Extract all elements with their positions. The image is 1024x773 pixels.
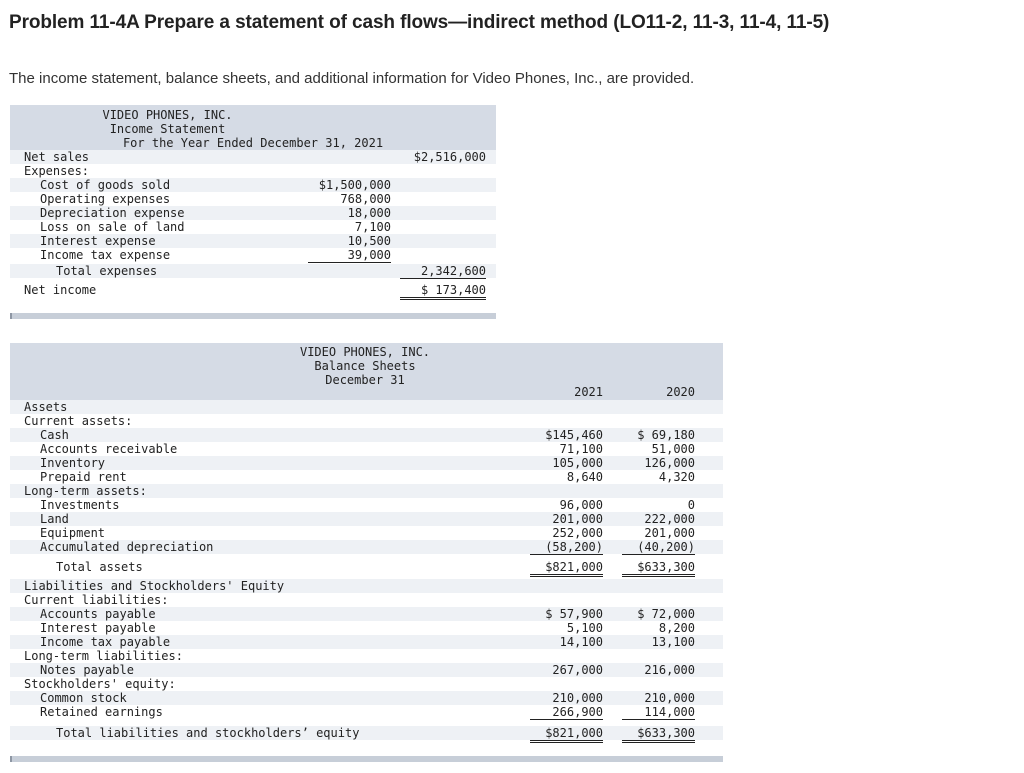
row-label: Accounts receivable [40, 442, 178, 456]
value-2021: 266,900 [530, 705, 603, 720]
value-2021: $ 57,900 [545, 607, 603, 621]
value-2020: $633,300 [622, 560, 695, 577]
value-2020: 126,000 [644, 456, 695, 470]
row-label: Total assets [56, 560, 143, 574]
net-sales-row [10, 150, 496, 164]
value-2020: (40,200) [622, 540, 695, 555]
statement-title: Income Statement [109, 122, 226, 136]
row-label: Interest payable [40, 621, 156, 635]
total-expenses-row [10, 264, 496, 278]
row-label: Liabilities and Stockholders' Equity [24, 579, 285, 593]
value-2021: 5,100 [566, 621, 603, 635]
row-label: Accumulated depreciation [40, 540, 214, 554]
row-label: Investments [40, 498, 120, 512]
row-label: Total liabilities and stockholders’ equity [56, 726, 360, 740]
statement-period: For the Year Ended December 31, 2021 [122, 136, 384, 150]
net-income-row [10, 283, 496, 297]
total-amount: $2,516,000 [413, 150, 486, 164]
row-label: Common stock [40, 691, 127, 705]
balance-row [10, 649, 723, 663]
intro-text: The income statement, balance sheets, and additional information for Video Phones, Inc., are provided. [9, 70, 695, 87]
value-2021: (58,200) [530, 540, 603, 555]
value-2020: 13,100 [651, 635, 695, 649]
balance-row [10, 691, 723, 705]
balance-row [10, 635, 723, 649]
balance-row [10, 414, 723, 428]
value-2021: 210,000 [552, 691, 603, 705]
row-label: Total expenses [56, 264, 158, 278]
row-label: Assets [24, 400, 68, 414]
balance-row [10, 726, 723, 740]
row-label: Expenses: [24, 164, 90, 178]
row-label: Prepaid rent [40, 470, 127, 484]
total-amount: 2,342,600 [400, 264, 486, 279]
balance-sheet-footer [10, 756, 723, 762]
row-label: Inventory [40, 456, 106, 470]
balance-row [10, 498, 723, 512]
balance-sheet-header [10, 343, 723, 401]
value-2021: $821,000 [530, 560, 603, 577]
value-2020: 114,000 [622, 705, 695, 720]
balance-row [10, 540, 723, 554]
row-label: Accounts payable [40, 607, 156, 621]
row-label: Current assets: [24, 414, 133, 428]
balance-row [10, 579, 723, 593]
balance-row [10, 560, 723, 574]
expense-row [10, 220, 496, 234]
row-label: Retained earnings [40, 705, 163, 719]
total-amount: $ 173,400 [400, 283, 486, 300]
row-label: Long-term assets: [24, 484, 147, 498]
balance-row [10, 526, 723, 540]
row-label: Income tax payable [40, 635, 171, 649]
column-header-2020: 2020 [666, 385, 695, 399]
value-2020: 0 [687, 498, 695, 512]
income-statement [10, 105, 496, 319]
value-2020: $ 69,180 [637, 428, 695, 442]
expense-amount: 768,000 [340, 192, 391, 206]
balance-row [10, 593, 723, 607]
expense-amount: 18,000 [347, 206, 391, 220]
balance-row [10, 621, 723, 635]
value-2020: 201,000 [644, 526, 695, 540]
column-header-2021: 2021 [574, 385, 603, 399]
page-title: Problem 11-4A Prepare a statement of cash flows—indirect method (LO11-2, 11-3, 11-4, 11-5) [9, 12, 830, 33]
row-label: Cash [40, 428, 69, 442]
row-label: Income tax expense [40, 248, 171, 262]
value-2021: 14,100 [559, 635, 603, 649]
income-statement-header [10, 105, 496, 150]
row-label: Net income [24, 283, 97, 297]
expense-amount: 7,100 [354, 220, 391, 234]
row-label: Long-term liabilities: [24, 649, 183, 663]
value-2020: 210,000 [644, 691, 695, 705]
balance-row [10, 512, 723, 526]
balance-row [10, 484, 723, 498]
balance-row [10, 428, 723, 442]
value-2020: 51,000 [651, 442, 695, 456]
expense-row [10, 206, 496, 220]
row-label: Cost of goods sold [40, 178, 171, 192]
income-statement-footer [10, 313, 496, 319]
expense-amount: 39,000 [308, 248, 391, 263]
value-2020: 4,320 [658, 470, 695, 484]
value-2021: 105,000 [552, 456, 603, 470]
expense-amount: 10,500 [347, 234, 391, 248]
balance-row [10, 470, 723, 484]
expense-row [10, 234, 496, 248]
statement-date: December 31 [325, 373, 405, 387]
value-2021: $145,460 [545, 428, 603, 442]
value-2020: $ 72,000 [637, 607, 695, 621]
value-2021: 252,000 [552, 526, 603, 540]
expense-amount: $1,500,000 [318, 178, 391, 192]
value-2021: $821,000 [530, 726, 603, 743]
value-2021: 96,000 [559, 498, 603, 512]
balance-sheet [10, 343, 723, 762]
balance-row [10, 607, 723, 621]
row-label: Loss on sale of land [40, 220, 185, 234]
company-name: VIDEO PHONES, INC. [102, 108, 233, 122]
value-2020: $633,300 [622, 726, 695, 743]
row-label: Depreciation expense [40, 206, 185, 220]
balance-row [10, 456, 723, 470]
value-2021: 8,640 [566, 470, 603, 484]
expenses-heading [10, 164, 496, 178]
row-label: Current liabilities: [24, 593, 169, 607]
value-2020: 8,200 [658, 621, 695, 635]
value-2020: 222,000 [644, 512, 695, 526]
value-2021: 201,000 [552, 512, 603, 526]
balance-row [10, 663, 723, 677]
expense-row [10, 178, 496, 192]
statement-title: Balance Sheets [314, 359, 416, 373]
balance-row [10, 705, 723, 719]
company-name: VIDEO PHONES, INC. [299, 345, 431, 359]
expense-row [10, 248, 496, 262]
row-label: Interest expense [40, 234, 156, 248]
row-label: Net sales [24, 150, 90, 164]
row-label: Equipment [40, 526, 106, 540]
value-2021: 71,100 [559, 442, 603, 456]
balance-row [10, 400, 723, 414]
balance-row [10, 442, 723, 456]
value-2021: 267,000 [552, 663, 603, 677]
value-2020: 216,000 [644, 663, 695, 677]
row-label: Operating expenses [40, 192, 171, 206]
row-label: Land [40, 512, 69, 526]
balance-row [10, 677, 723, 691]
row-label: Stockholders' equity: [24, 677, 176, 691]
expense-row [10, 192, 496, 206]
row-label: Notes payable [40, 663, 134, 677]
